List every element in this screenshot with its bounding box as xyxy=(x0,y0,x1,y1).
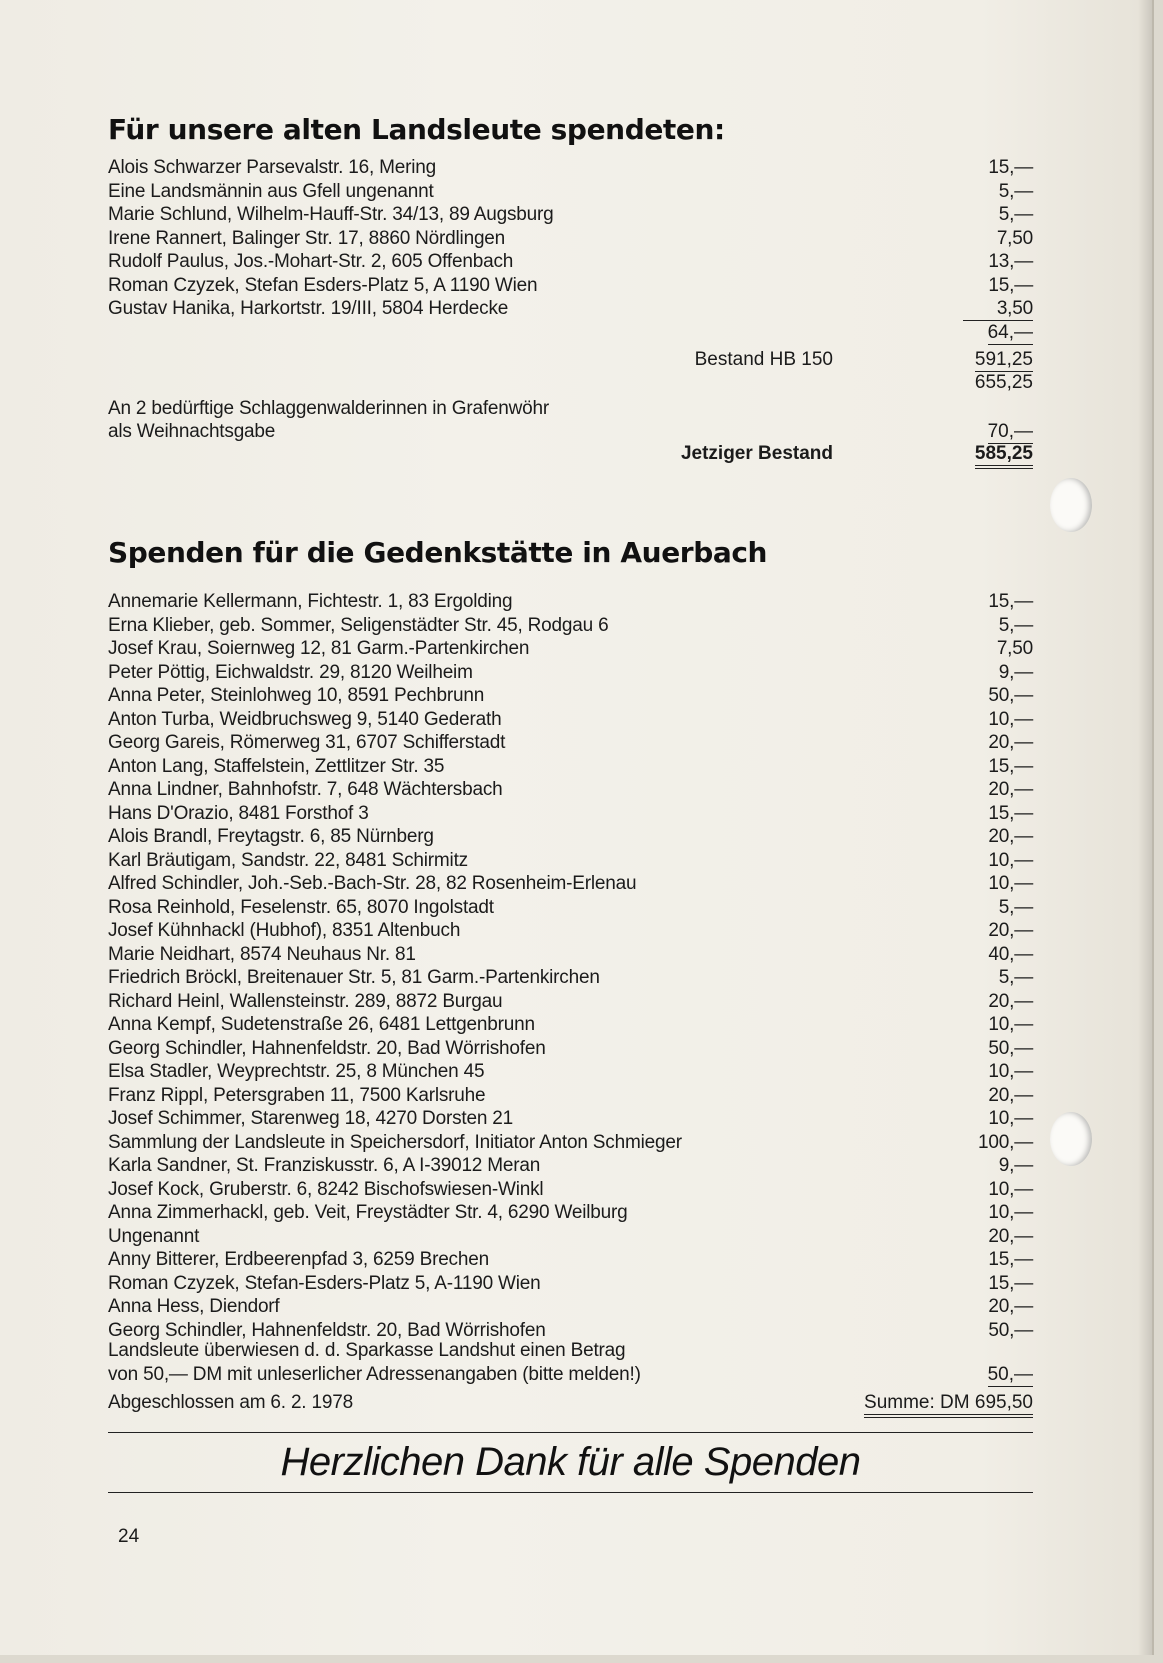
donor-name: Elsa Stadler, Weyprechtstr. 25, 8 München 45 xyxy=(108,1061,485,1082)
current-balance-value: 585,25 xyxy=(975,443,1033,469)
donation-amount: 20,— xyxy=(988,779,1033,800)
bank-transfer-amount: 50,— xyxy=(987,1364,1033,1385)
donation-amount: 20,— xyxy=(988,732,1033,753)
donation-amount: 50,— xyxy=(988,685,1033,706)
donation-row xyxy=(108,1107,1033,1131)
donation-amount: 15,— xyxy=(988,591,1033,612)
donation-row xyxy=(108,227,1033,251)
donation-row xyxy=(108,1037,1033,1061)
divider-line xyxy=(108,1432,1033,1433)
donor-name: Ungenannt xyxy=(108,1225,200,1247)
donation-row xyxy=(108,1154,1033,1178)
donation-row xyxy=(108,708,1033,732)
donation-amount: 7,50 xyxy=(996,638,1033,659)
donor-name: Karla Sandner, St. Franziskusstr. 6, A I-39012 Meran xyxy=(108,1155,541,1176)
donor-name: Josef Kühnhackl (Hubhof), 8351 Altenbuch xyxy=(108,920,461,941)
donor-name: Franz Rippl, Petersgraben 11, 7500 Karlsruhe xyxy=(108,1084,486,1106)
donor-name: Georg Schindler, Hahnenfeldstr. 20, Bad Wörrishofen xyxy=(108,1319,546,1341)
donation-row xyxy=(108,1295,1033,1319)
donation-amount: 10,— xyxy=(988,1014,1033,1035)
donation-amount: 15,— xyxy=(988,1272,1033,1294)
thanks-banner: Herzlichen Dank für alle Spenden xyxy=(280,1440,861,1484)
donation-row xyxy=(108,1272,1033,1296)
donation-row xyxy=(108,684,1033,708)
donor-name: Rosa Reinhold, Feselenstr. 65, 8070 Ingolstadt xyxy=(108,896,494,918)
donor-name: Anny Bitterer, Erdbeerenpfad 3, 6259 Brechen xyxy=(108,1249,489,1270)
donation-amount: 15,— xyxy=(988,802,1033,824)
donor-name: Josef Kock, Gruberstr. 6, 8242 Bischofswiesen-Winkl xyxy=(108,1178,544,1200)
donation-amount: 9,— xyxy=(998,661,1033,683)
donation-row xyxy=(108,1013,1033,1037)
donation-amount: 20,— xyxy=(988,1296,1033,1317)
donation-amount: 20,— xyxy=(988,990,1033,1012)
donation-amount: 7,50 xyxy=(996,227,1033,249)
donation-amount: 5,— xyxy=(998,967,1033,988)
donation-row xyxy=(108,731,1033,755)
donation-amount: 15,— xyxy=(988,1249,1033,1270)
donation-amount: 10,— xyxy=(988,708,1033,730)
donation-row xyxy=(108,1131,1033,1155)
donation-row xyxy=(108,180,1033,204)
donation-amount: 10,— xyxy=(988,873,1033,894)
donor-name: Marie Neidhart, 8574 Neuhaus Nr. 81 xyxy=(108,943,416,965)
donation-row xyxy=(108,802,1033,826)
donation-amount: 9,— xyxy=(998,1155,1033,1176)
donor-name: Alfred Schindler, Joh.-Seb.-Bach-Str. 28, 82 Rosenheim-Erlenau xyxy=(108,873,637,894)
donation-row xyxy=(108,637,1033,661)
donation-amount: 40,— xyxy=(988,943,1033,965)
donor-name: Georg Gareis, Römerweg 31, 6707 Schifferstadt xyxy=(108,732,506,753)
donation-amount: 100,— xyxy=(978,1131,1033,1153)
donation-amount: 5,— xyxy=(998,896,1033,918)
donor-name: Anna Lindner, Bahnhofstr. 7, 648 Wächtersbach xyxy=(108,779,503,800)
sum-total: Summe: DM 695,50 xyxy=(864,1392,1033,1418)
donation-row xyxy=(108,203,1033,227)
donation-row xyxy=(108,966,1033,990)
donor-name: Marie Schlund, Wilhelm-Hauff-Str. 34/13, 89 Augsburg xyxy=(108,204,554,225)
donor-name: Eine Landsmännin aus Gfell ungenannt xyxy=(108,180,434,202)
donation-row xyxy=(108,297,1033,321)
donation-row xyxy=(108,590,1033,614)
donation-row xyxy=(108,661,1033,685)
donor-name: Josef Schimmer, Starenweg 18, 4270 Dorsten 21 xyxy=(108,1108,514,1129)
donation-row xyxy=(108,849,1033,873)
donation-amount: 10,— xyxy=(988,1061,1033,1082)
donation-amount: 13,— xyxy=(988,251,1033,272)
page-edge-shadow xyxy=(1138,0,1152,1655)
total-value: 655,25 xyxy=(974,372,1033,393)
donor-name: Anton Turba, Weidbruchsweg 9, 5140 Gederath xyxy=(108,708,502,730)
donation-list-memorial xyxy=(108,590,1033,1342)
donation-amount: 5,— xyxy=(998,204,1033,225)
current-balance-label: Jetziger Bestand xyxy=(680,443,833,464)
donation-amount: 10,— xyxy=(988,1178,1033,1200)
donation-row xyxy=(108,990,1033,1014)
punch-hole xyxy=(1050,478,1092,532)
donor-name: Anna Peter, Steinlohweg 10, 8591 Pechbrunn xyxy=(108,685,485,706)
donor-name: Georg Schindler, Hahnenfeldstr. 20, Bad Wörrishofen xyxy=(108,1037,546,1059)
bestand-label: Bestand HB 150 xyxy=(694,349,833,370)
donor-name: Anna Kempf, Sudetenstraße 26, 6481 Lettgenbrunn xyxy=(108,1014,535,1035)
donation-amount: 5,— xyxy=(998,180,1033,202)
donation-amount: 15,— xyxy=(988,274,1033,296)
bestand-value: 591,25 xyxy=(974,349,1033,370)
donation-amount: 20,— xyxy=(988,1084,1033,1106)
donor-name: Rudolf Paulus, Jos.-Mohart-Str. 2, 605 Offenbach xyxy=(108,251,514,272)
donation-row xyxy=(108,1178,1033,1202)
donation-row xyxy=(108,1060,1033,1084)
donation-row xyxy=(108,274,1033,298)
donation-amount: 20,— xyxy=(988,1225,1033,1247)
donation-row xyxy=(108,755,1033,779)
donation-amount: 50,— xyxy=(988,1037,1033,1059)
donor-name: Friedrich Bröckl, Breitenauer Str. 5, 81 Garm.-Partenkirchen xyxy=(108,967,600,988)
donor-name: Sammlung der Landsleute in Speichersdorf, Initiator Anton Schmieger xyxy=(108,1131,682,1153)
closed-date: Abgeschlossen am 6. 2. 1978 xyxy=(108,1392,353,1413)
donation-row xyxy=(108,1225,1033,1249)
subtotal-value: 64,— xyxy=(987,322,1033,343)
donor-name: Erna Klieber, geb. Sommer, Seligenstädter Str. 45, Rodgau 6 xyxy=(108,614,609,636)
donor-name: Anna Hess, Diendorf xyxy=(108,1296,280,1317)
divider-line xyxy=(108,1492,1033,1493)
donation-row xyxy=(108,943,1033,967)
donor-name: Gustav Hanika, Harkortstr. 19/III, 5804 Herdecke xyxy=(108,298,509,319)
donor-name: Roman Czyzek, Stefan Esders-Platz 5, A 1190 Wien xyxy=(108,274,538,296)
punch-hole xyxy=(1050,1112,1092,1166)
donor-name: Anna Zimmerhackl, geb. Veit, Freystädter Str. 4, 6290 Weilburg xyxy=(108,1202,628,1223)
donation-row xyxy=(108,778,1033,802)
donor-name: Irene Rannert, Balinger Str. 17, 8860 Nördlingen xyxy=(108,227,506,249)
deduction-text: An 2 bedürftige Schlaggenwalderinnen in Grafenwöhr xyxy=(108,398,550,419)
donation-row xyxy=(108,1084,1033,1108)
donation-amount: 15,— xyxy=(988,755,1033,777)
donor-name: Karl Bräutigam, Sandstr. 22, 8481 Schirmitz xyxy=(108,849,468,871)
donation-row xyxy=(108,919,1033,943)
donor-name: Roman Czyzek, Stefan-Esders-Platz 5, A-1190 Wien xyxy=(108,1272,541,1294)
donation-amount: 10,— xyxy=(988,1108,1033,1129)
section-title-memorial: Spenden für die Gedenkstätte in Auerbach xyxy=(108,536,768,569)
donor-name: Peter Pöttig, Eichwaldstr. 29, 8120 Weilheim xyxy=(108,661,473,683)
donation-amount: 5,— xyxy=(998,614,1033,636)
donor-name: Alois Schwarzer Parsevalstr. 16, Mering xyxy=(108,157,436,178)
donation-amount: 10,— xyxy=(988,849,1033,871)
donation-row xyxy=(108,1319,1033,1343)
donation-row xyxy=(108,825,1033,849)
bank-transfer-note: von 50,— DM mit unleserlicher Adressenangaben (bitte melden!) xyxy=(108,1364,641,1385)
donation-amount: 20,— xyxy=(988,826,1033,847)
deduction-text: als Weihnachtsgabe xyxy=(108,421,276,442)
donation-amount: 50,— xyxy=(988,1319,1033,1341)
section-title-old-compatriots: Für unsere alten Landsleute spendeten: xyxy=(108,113,725,146)
donation-row xyxy=(108,896,1033,920)
bank-transfer-note: Landsleute überwiesen d. d. Sparkasse Landshut einen Betrag xyxy=(108,1340,626,1361)
donation-amount: 20,— xyxy=(988,920,1033,941)
donation-amount: 3,50 xyxy=(963,297,1033,321)
donor-name: Josef Krau, Soiernweg 12, 81 Garm.-Partenkirchen xyxy=(108,638,530,659)
donor-name: Hans D'Orazio, 8481 Forsthof 3 xyxy=(108,802,369,824)
donor-name: Anton Lang, Staffelstein, Zettlitzer Str. 35 xyxy=(108,755,445,777)
donation-row xyxy=(108,872,1033,896)
donation-list-old-compatriots xyxy=(108,156,1033,321)
donation-amount: 15,— xyxy=(988,157,1033,178)
donation-row xyxy=(108,1248,1033,1272)
donation-row xyxy=(108,1201,1033,1225)
donation-amount: 10,— xyxy=(988,1202,1033,1223)
donation-row xyxy=(108,156,1033,180)
deduction-value: 70,— xyxy=(987,421,1033,442)
donor-name: Annemarie Kellermann, Fichtestr. 1, 83 Ergolding xyxy=(108,591,513,612)
donation-row xyxy=(108,614,1033,638)
donor-name: Richard Heinl, Wallensteinstr. 289, 8872 Burgau xyxy=(108,990,503,1012)
donation-row xyxy=(108,250,1033,274)
donor-name: Alois Brandl, Freytagstr. 6, 85 Nürnberg xyxy=(108,826,434,847)
page-number: 24 xyxy=(118,1526,140,1547)
